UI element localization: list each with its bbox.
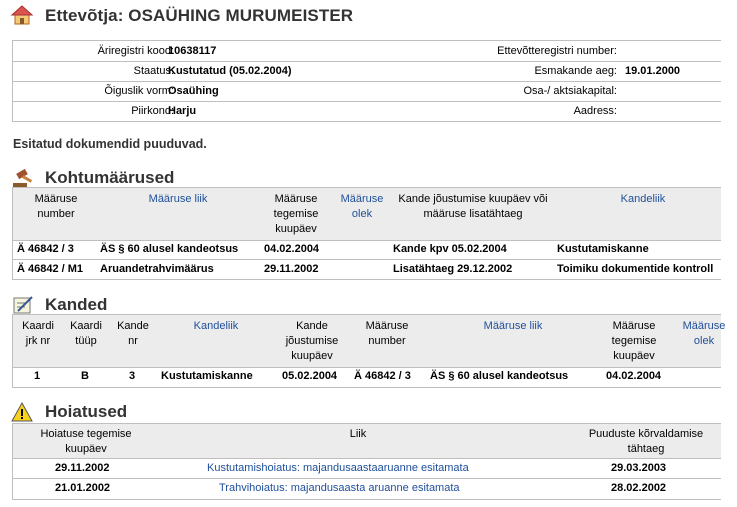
table-cell: Toimiku dokumentide kontroll [557, 263, 714, 275]
col-header-sort-link[interactable]: Määruse olek [682, 320, 726, 347]
table-cell: Ä 46842 / M1 [17, 263, 84, 275]
home-icon [11, 5, 33, 30]
field-label: Õiguslik vorm: [104, 85, 174, 97]
field-value: 19.01.2000 [625, 65, 681, 77]
warning-link[interactable]: Kustutamishoiatus: majandusaastaaruanne esitamata [207, 462, 469, 474]
documents-note: Esitatud dokumendid puuduvad. [13, 137, 207, 151]
col-header-sort-link[interactable]: Kandeliik [193, 320, 239, 332]
field-label: Äriregistri kood: [97, 45, 174, 57]
entries-title: Kanded [45, 295, 108, 314]
table-cell: 29.11.2002 [55, 462, 110, 474]
col-header: Puuduste kõrvaldamise tähtaeg [588, 428, 704, 455]
table-cell: Ä 46842 / 3 [354, 370, 411, 382]
col-header: Määruse tegemise kuupäev [611, 320, 657, 362]
entries-table [12, 314, 726, 388]
table-cell: Ä 46842 / 3 [17, 243, 74, 255]
col-header: Hoiatuse tegemise kuupäev [40, 428, 132, 455]
col-header: Kande jõustumise kuupäev või määruse lisatähtaeg [398, 193, 548, 220]
table-cell: 05.02.2004 [282, 370, 338, 382]
table-cell: 04.02.2004 [264, 243, 320, 255]
field-label: Ettevõtteregistri number: [497, 45, 617, 57]
rulings-table [12, 187, 721, 280]
table-cell: 1 [34, 370, 41, 382]
rulings-title: Kohtumäärused [45, 168, 175, 187]
col-header: Määruse tegemise kuupäev [273, 193, 319, 235]
col-header: Liik [349, 428, 367, 440]
table-cell: Aruandetrahvimäärus [100, 263, 214, 275]
warnings-title: Hoiatused [45, 402, 128, 421]
table-cell: 04.02.2004 [606, 370, 662, 382]
warning-link[interactable]: Trahvihoiatus: majandusaasta aruanne esitamata [219, 482, 460, 494]
field-label: Aadress: [573, 105, 617, 117]
col-header: Kande jõustumise kuupäev [285, 320, 339, 362]
field-label: Staatus: [133, 65, 174, 77]
table-cell: B [81, 370, 89, 382]
table-cell: 21.01.2002 [55, 482, 111, 494]
col-header: Kande nr [117, 320, 149, 347]
table-cell: Kande kpv 05.02.2004 [393, 243, 507, 255]
col-header: Määruse number [34, 193, 78, 220]
col-header: Kaardi jrk nr [22, 320, 54, 347]
warnings-table [12, 423, 721, 500]
table-cell: Lisatähtaeg 29.12.2002 [393, 263, 513, 275]
col-header: Kaardi tüüp [70, 320, 102, 347]
col-header: Määruse number [365, 320, 409, 347]
field-label: Osa-/ aktsiakapital: [523, 85, 617, 97]
col-header-sort-link[interactable]: Kandeliik [620, 193, 666, 205]
table-cell: Kustutamiskanne [557, 243, 649, 255]
table-cell: 3 [129, 370, 136, 382]
field-value: Osaühing [168, 85, 219, 97]
field-label: Esmakande aeg: [534, 65, 617, 77]
table-cell: 28.02.2002 [611, 482, 667, 494]
table-cell: ÄS § 60 alusel kandeotsus [430, 370, 569, 382]
col-header-sort-link[interactable]: Määruse liik [148, 193, 208, 205]
field-value: Harju [168, 105, 197, 117]
field-value: 10638117 [168, 45, 217, 57]
table-cell: Kustutamiskanne [161, 370, 253, 382]
field-value: Kustutatud (05.02.2004) [168, 65, 292, 77]
field-label: Piirkond: [131, 105, 174, 117]
company-info-table [12, 40, 721, 122]
table-cell: ÄS § 60 alusel kandeotsus [100, 243, 239, 255]
table-cell: 29.03.2003 [611, 462, 667, 474]
page-title: Ettevõtja: OSAÜHING MURUMEISTER [45, 6, 354, 25]
col-header-sort-link[interactable]: Määruse olek [340, 193, 384, 220]
col-header-sort-link[interactable]: Määruse liik [483, 320, 543, 332]
table-cell: 29.11.2002 [264, 263, 319, 275]
